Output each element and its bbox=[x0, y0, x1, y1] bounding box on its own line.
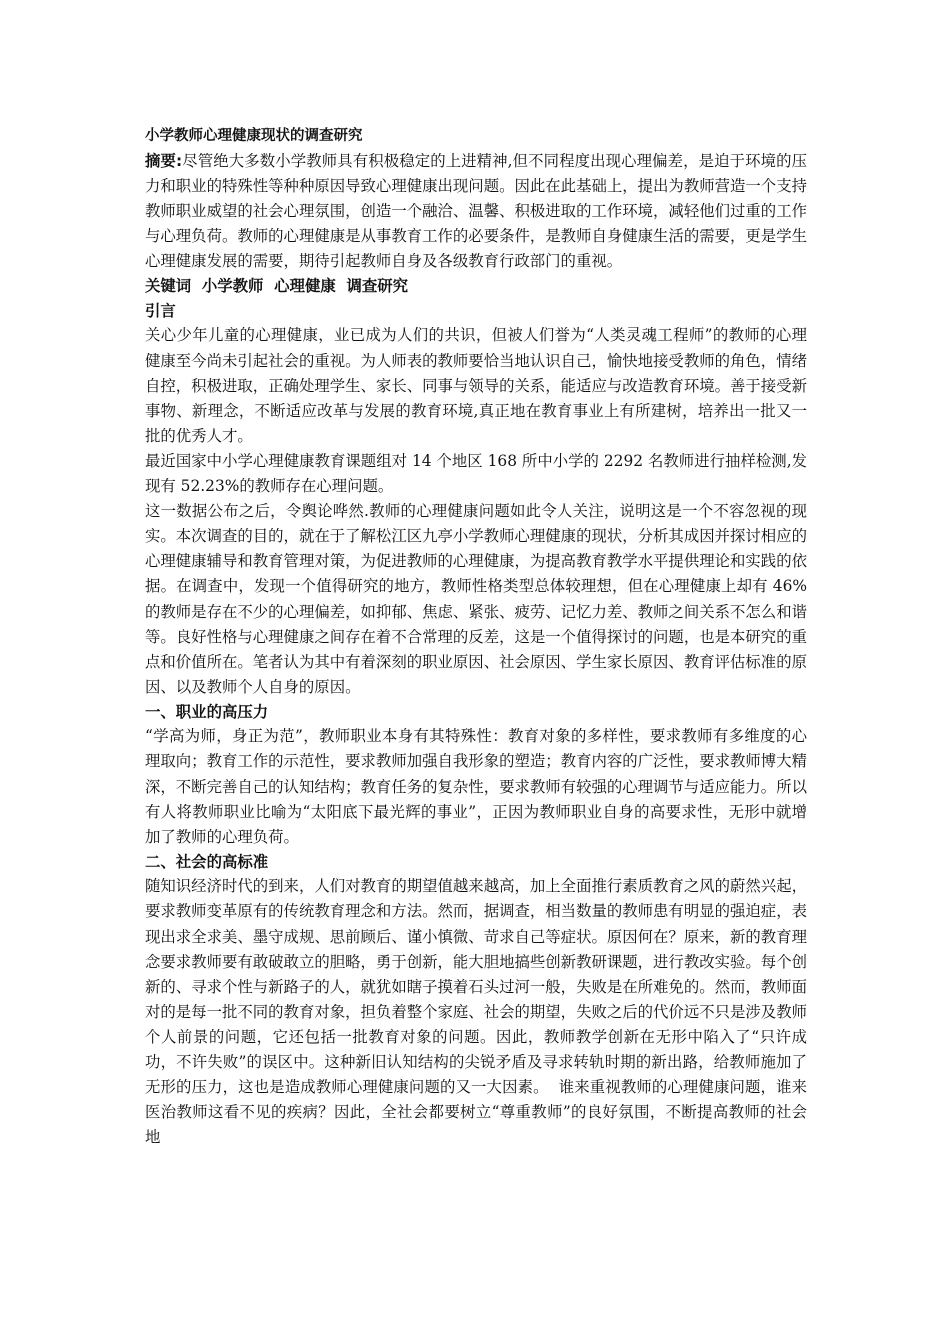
abstract-paragraph bbox=[145, 149, 807, 274]
keywords-line: 关键词 小学教师 心理健康 调查研究 bbox=[145, 277, 409, 296]
document-page bbox=[145, 124, 807, 1150]
intro-paragraph-1: 关心少年儿童的心理健康，业已成为人们的共识，但被人们誉为“人类灵魂工程师”的教师的心理健康至今尚未引起社会的重视。为人师表的教师要恰当地认识自己，愉快地接受教师的角色，情绪自控，积极进取，正确处理学生、家长、同事与领导的关系，能适应与改造教育环境。善于接受新事物、新理念，不断适应改革与发展的教育环境,真正地在教育事业上有所建树，培养出一批又一批的优秀人才。 bbox=[145, 326, 807, 445]
section-2-heading: 二、社会的高标准 bbox=[145, 852, 269, 871]
abstract-text: 尽管绝大多数小学教师具有积极稳定的上进精神,但不同程度出现心理偏差，是迫于环境的压力和职业的特殊性等种种原因导致心理健康出现问题。因此在此基础上，提出为教师营造一个支持教师职业威望的社会心理氛围，创造一个融洽、温馨、积极进取的工作环境，减轻他们过重的工作与心理负荷。教师的心理健康是从事教育工作的必要条件，是教师自身健康生活的需要，更是学生心理健康发展的需要，期待引起教师自身及各级教育行政部门的重视。 bbox=[145, 152, 807, 271]
intro-paragraph-3: 这一数据公布之后，令舆论哗然.教师的心理健康问题如此令人关注，说明这是一个不容忽视的现实。本次调查的目的，就在于了解松江区九亭小学教师心理健康的现状，分析其成因并探讨相应的心理健康辅导和教育管理对策，为促进教师的心理健康，为提高教育教学水平提供理论和实践的依据。在调查中，发现一个值得研究的地方，教师性格类型总体较理想，但在心理健康上却有 46%的教师是存在不少的心理偏差，如抑郁、焦虑、紧张、疲劳、记忆力差、教师之间关系不怎么和谐等。良好性格与心理健康之间存在着不合常理的反差，这是一个值得探讨的问题，也是本研究的重点和价值所在。笔者认为其中有着深刻的职业原因、社会原因、学生家长原因、教育评估标准的原因、以及教师个人自身的原因。 bbox=[145, 502, 807, 696]
section-1-heading: 一、职业的高压力 bbox=[145, 702, 269, 721]
intro-heading: 引言 bbox=[145, 301, 176, 320]
document-title: 小学教师心理健康现状的调查研究 bbox=[145, 128, 363, 144]
abstract-label: 摘要: bbox=[145, 152, 183, 170]
section-1-paragraph: “学高为师，身正为范”，教师职业本身有其特殊性：教育对象的多样性，要求教师有多维度的心理取向；教育工作的示范性，要求教师加强自我形象的塑造；教育内容的广泛性，要求教师博大精深，不断完善自己的认知结构；教育任务的复杂性，要求教师有较强的心理调节与适应能力。所以有人将教师职业比喻为“太阳底下最光辉的事业”，正因为教师职业自身的高要求性，无形中就增加了教师的心理负荷。 bbox=[145, 727, 807, 846]
section-2-paragraph: 随知识经济时代的到来，人们对教育的期望值越来越高，加上全面推行素质教育之风的蔚然兴起，要求教师变革原有的传统教育理念和方法。然而，据调查，相当数量的教师患有明显的强迫症，表现出求全求美、墨守成规、思前顾后、谨小慎微、苛求自己等症状。原因何在？原来，新的教育理念要求教师要有敢破敢立的胆略，勇于创新，能大胆地搞些创新教研课题，进行教改实验。每个创新的、寻求个性与新路子的人，就犹如瞎子摸着石头过河一般，失败是在所难免的。然而，教师面对的是每一批不同的教育对象，担负着整个家庭、社会的期望，失败之后的代价远不只是涉及教师个人前景的问题，它还包括一批教育对象的问题。因此，教师教学创新在无形中陷入了“只许成功，不许失败”的误区中。这种新旧认知结构的尖锐矛盾及寻求转轨时期的新出路，给教师施加了无形的压力，这也是造成教师心理健康问题的又一大因素。 谁来重视教师的心理健康问题，谁来医治教师这看不见的疾病？因此，全社会都要树立“尊重教师”的良好氛围，不断提高教师的社会地 bbox=[145, 877, 807, 1147]
intro-paragraph-2: 最近国家中小学心理健康教育课题组对 14 个地区 168 所中小学的 2292 名教师进行抽样检测,发现有 52.23%的教师存在心理问题。 bbox=[145, 451, 807, 496]
